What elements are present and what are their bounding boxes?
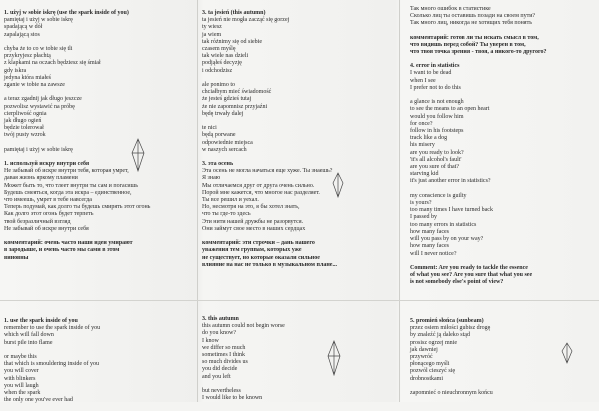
text-line: odpowiednie miejsca	[202, 139, 253, 146]
text-line: Ты все решил и уехал.	[202, 197, 259, 204]
text-line: Но, несмотря на это, я бы хотел знать,	[202, 204, 300, 211]
text-line	[202, 118, 392, 125]
text-line	[4, 39, 194, 46]
fold-line-vertical	[399, 0, 400, 402]
text-line: it's just another error in statistics?	[410, 178, 491, 185]
text-line: что имеешь, умрет в тебе навсегда	[4, 197, 92, 204]
text-line: Они займут свое место в наших сердцах	[202, 225, 306, 232]
text-line: are you ready to look?	[410, 149, 464, 156]
text-line: the only one you've ever had	[4, 397, 73, 404]
text-line	[4, 89, 194, 96]
text-line: you will laugh	[4, 382, 39, 389]
text-line: czasem myślę	[202, 46, 236, 53]
text-line: are you sure of that?	[410, 164, 459, 171]
text-line: jak długo ogień	[4, 118, 42, 125]
crystal-sketch-icon	[560, 342, 574, 364]
text-line: spadającą w dół	[4, 24, 43, 31]
text-line: chyba że to co w tobie się tli	[4, 46, 73, 53]
text-line: I want to be dead	[410, 70, 452, 77]
text-line: ty wiesz	[202, 24, 222, 31]
text-line	[410, 92, 596, 99]
text-block	[202, 161, 392, 233]
text-line: I would like to be known	[202, 395, 263, 402]
text-line	[4, 347, 194, 354]
text-line: że nie zapomnisz przyjaźni	[202, 103, 268, 110]
text-line: will I never notice?	[410, 250, 457, 257]
text-line: by znaleźć ją daleko stąd	[410, 332, 470, 339]
text-line	[410, 186, 596, 193]
text-line: Будешь смеяться, когда эта искра – единственное,	[4, 189, 132, 196]
text-line: you did decide	[202, 366, 238, 373]
text-line: pamiętaj i użyj w sobie iskrę	[4, 17, 73, 24]
text-line: что видишь перед собой? Ты уверен в том,	[410, 41, 526, 48]
text-line: Сколько лиц ты оставишь позади на своем пути?	[410, 13, 536, 20]
text-line: so much divides us	[202, 359, 248, 366]
text-line: płonącego myśli	[410, 361, 450, 368]
text-line: не существует, но которые оказали сильное	[202, 254, 320, 261]
text-line: że jesteś gdzieś tutaj	[202, 96, 252, 103]
text-line	[410, 383, 596, 390]
text-line: 'it's all alcohol's fault'	[410, 156, 462, 163]
text-line: уважения тем группам, которых уже	[202, 247, 302, 254]
text-line	[202, 381, 392, 388]
text-line: which will fall down	[4, 332, 54, 339]
text-line: his misery	[410, 142, 435, 149]
text-line: a glance is not enough	[410, 99, 464, 106]
text-block	[4, 10, 194, 154]
text-block	[202, 10, 392, 154]
text-line: Не забывай об искре внутри тебя, которая умрет,	[4, 168, 129, 175]
text-line: jedyna która miałeś	[4, 74, 51, 81]
text-block	[410, 35, 596, 57]
fold-line-horizontal	[0, 300, 599, 301]
text-line: I passed by	[410, 214, 437, 221]
text-line: комментарий: очень часто наши идеи умирают	[4, 240, 133, 247]
poem-title: 1. użyj w sobie iskrę (use the spark inside of you)	[4, 10, 129, 16]
text-line: Порой мне кажется, что многое нас разделяет.	[202, 189, 320, 196]
text-line: will you pass by on your way?	[410, 236, 484, 243]
text-line: pozwolisz wystawić na próbę	[4, 103, 75, 110]
text-line: przywróć	[410, 354, 433, 361]
text-line: would you follow him	[410, 113, 464, 120]
text-line: Comment: Are you ready to tackle the essence	[410, 264, 528, 271]
text-block	[410, 265, 596, 287]
text-line: do you know?	[202, 330, 236, 337]
text-line: I know	[202, 337, 219, 344]
text-line: przez osiem miłości gubisz drogę	[410, 325, 491, 332]
text-line: w naszych sercach	[202, 146, 247, 153]
text-line: is not somebody else's point of view?	[410, 279, 504, 286]
text-line: sometimes I think	[202, 352, 245, 359]
text-line: Не забывай об искре внутри себя	[4, 225, 89, 232]
poem-title: 3. ta jesień (this autumn)	[202, 10, 266, 16]
text-block	[410, 63, 596, 257]
text-line: ta jesień nie mogła zacząć się gorzej	[202, 17, 290, 24]
crystal-sketch-icon	[330, 172, 346, 198]
text-line: te nici	[202, 125, 217, 132]
text-line: you will cover	[4, 368, 39, 375]
text-line: podjąłeś decyzję	[202, 60, 242, 67]
panel-top-left	[4, 10, 194, 269]
text-line: too many errors in statistics	[410, 221, 477, 228]
text-line: что твоя точка зрения - твоя, а никого-то другого?	[410, 49, 547, 56]
text-line: przykryjesz płachtą	[4, 53, 51, 60]
text-block	[202, 316, 392, 402]
panel-top-right	[410, 6, 596, 293]
text-line: but nevertheless	[202, 388, 241, 395]
text-line: I prefer not to do this	[410, 84, 461, 91]
text-line: prosisz ogrzej mnie	[410, 339, 457, 346]
text-line: drobnostkami	[410, 375, 443, 382]
text-line: zganie w tobie na zawsze	[4, 82, 65, 89]
text-line: for once?	[410, 120, 433, 127]
text-line: давая жизнь яркому пламени	[4, 175, 78, 182]
text-line: Так много лиц, никогда не хотящих тебя понять	[410, 20, 532, 27]
text-line: zapomnieć o nieuchronnym końcu	[410, 390, 493, 397]
text-line: Я знаю	[202, 175, 221, 182]
text-line: gdy iskra	[4, 67, 27, 74]
text-line	[4, 140, 194, 147]
text-line: z klapkami na oczach będziesz się śmiał	[4, 60, 101, 67]
text-line: when I see	[410, 77, 436, 84]
text-block	[4, 161, 194, 233]
text-line: Эта осень не могла начаться еще хуже. Ты знаешь?	[202, 168, 333, 175]
text-line: комментарий: готов ли ты искать смысл в том,	[410, 34, 539, 41]
text-line: chciałbym mieć świadomość	[202, 89, 272, 96]
text-line: that which is smouldering inside of you	[4, 361, 99, 368]
text-line: to see the means to an open heart	[410, 106, 490, 113]
text-line: что ты где-то здесь	[202, 211, 251, 218]
text-block	[4, 318, 194, 404]
text-line	[202, 75, 392, 82]
crystal-sketch-icon	[128, 138, 148, 172]
poem-title: 3. эта осень	[202, 161, 234, 168]
text-line: pozwól cieszyć się	[410, 368, 455, 375]
panel-top-middle	[202, 10, 392, 276]
text-line: Так много ошибок в статистике	[410, 6, 491, 12]
text-line: a teraz zgadnij jak długo jeszcze	[4, 96, 82, 103]
text-line: tak różnimy się od siebie	[202, 38, 262, 45]
text-line: pamiętaj i użyj w sobie iskrę	[4, 146, 73, 153]
text-line: how many faces	[410, 228, 449, 235]
poem-title: 1. используй искру внутри себя	[4, 161, 90, 168]
text-block	[410, 6, 596, 28]
text-line: track like a dog	[410, 135, 448, 142]
text-line: starving kid	[410, 171, 439, 178]
text-line: tak wiele nas dzieli	[202, 53, 249, 60]
text-line: burst pile into flame	[4, 339, 53, 346]
text-line: в зародыше, и очень часто мы сами в этом	[4, 247, 120, 254]
text-line: Как долго этот огонь будет терпеть	[4, 211, 94, 218]
poem-title: 5. promień słońca (sunbeam)	[410, 318, 484, 324]
text-line: виновны	[4, 254, 29, 261]
text-line: of what you see? Are you sure that what you see	[410, 271, 533, 278]
panel-bottom-middle	[202, 316, 392, 409]
text-line: or maybe this	[4, 354, 37, 361]
text-line: będą porwane	[202, 132, 236, 139]
text-line: with blinkers	[4, 375, 36, 382]
text-line: and you left	[202, 373, 231, 380]
panel-bottom-left	[4, 318, 194, 411]
text-line: Мы отличаемся друг от друга очень сильно.	[202, 182, 315, 189]
text-line: będę trwały dalej	[202, 110, 244, 117]
text-line: we differ so much	[202, 344, 246, 351]
poem-title: 1. use the spark inside of you	[4, 318, 78, 324]
text-line: cierpliwość ognia	[4, 110, 47, 117]
text-line: będzie tolerował	[4, 125, 44, 132]
text-line: is yours?	[410, 200, 432, 207]
text-line: my conscience is guilty	[410, 192, 467, 199]
text-line: Может быть то, что тлеет внутри ты сам и погасишь	[4, 182, 138, 189]
text-line: this autumn could not begin worse	[202, 323, 285, 330]
text-line: Теперь подумай, как долго ты будешь смирять этот огонь	[4, 204, 151, 211]
fold-line-vertical	[197, 0, 198, 402]
text-line: remember to use the spark inside of you	[4, 325, 101, 332]
crystal-sketch-icon	[324, 340, 344, 376]
text-line: i odchodzisz	[202, 67, 233, 74]
text-line: follow in his footsteps	[410, 128, 464, 135]
text-line: jak dawniej	[410, 346, 438, 353]
text-line: twój pusty wzrok	[4, 132, 46, 139]
text-block	[4, 240, 194, 262]
text-line: too many times I have turned back	[410, 207, 493, 214]
poem-title: 4. error in statistics	[410, 63, 460, 70]
text-line: комментарий: эти строчки – дань нашего	[202, 240, 315, 247]
text-line: how many faces	[410, 243, 449, 250]
text-line: Эти нити нашей дружбы не разорвутся.	[202, 218, 304, 225]
text-line: zapalającą stos	[4, 31, 40, 38]
text-line: when the spark	[4, 390, 41, 397]
text-line: ja wiem	[202, 31, 222, 38]
text-line: ale ponimo to	[202, 82, 235, 89]
poem-title: 3. this autumn	[202, 316, 239, 322]
text-line: твой безразличный взгляд	[4, 218, 71, 225]
text-line: влияние на нас не только в музыкальном плане...	[202, 261, 337, 268]
text-block	[202, 240, 392, 269]
